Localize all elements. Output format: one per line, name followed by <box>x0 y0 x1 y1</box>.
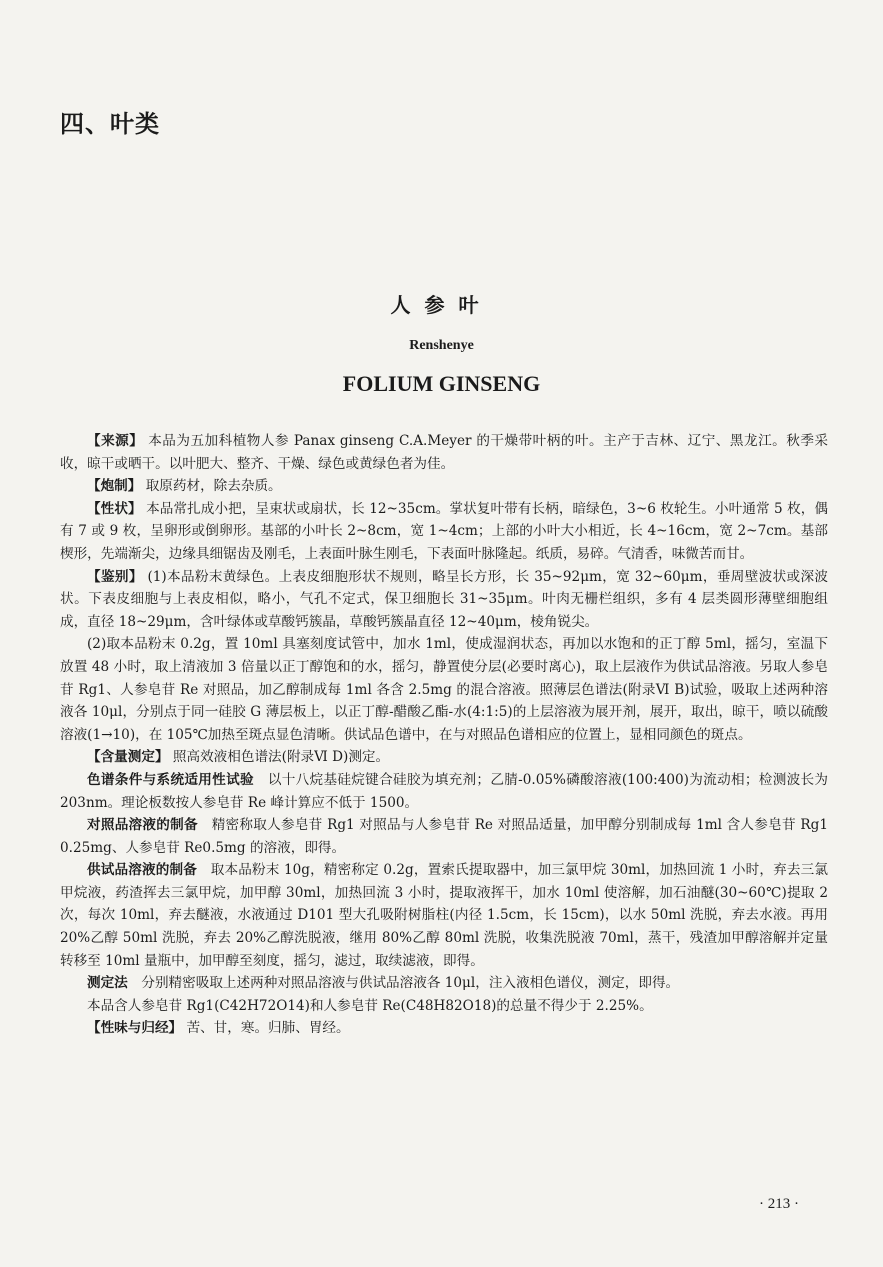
heading-nature-meridian: 【性味与归经】 <box>87 1020 183 1037</box>
heading-source: 【来源】 <box>87 433 144 449</box>
heading-processing: 【炮制】 <box>87 478 142 495</box>
text-chromatography: 以十八烷基硅烷键合硅胶为填充剂；乙腈-0.05%磷酸溶液(100:400)为流动相；检测波长为 203nm。理论板数按人参皂苷 Re 峰计算应不低于 1500。 <box>60 771 829 811</box>
text-assay: 照高效液相色谱法(附录Ⅵ D)测定。 <box>172 749 390 766</box>
text-source: 本品为五加科植物人参 Panax ginseng C.A.Meyer 的干燥带叶柄的叶。主产于吉林、辽宁、黑龙江。秋季采收，晾干或晒干。以叶肥大、整齐、干燥、绿色或黄绿色者为佳。 <box>60 433 829 472</box>
page-number: · 213 · <box>759 1196 799 1212</box>
paragraph-processing <box>60 475 828 498</box>
paragraph-reference-solution <box>60 814 828 859</box>
text-procedure: 分别精密吸取上述两种对照品溶液与供试品溶液各 10μl，注入液相色谱仪，测定，即得。 <box>141 975 680 992</box>
text-test-solution: 取本品粉末 10g，精密称定 0.2g，置索氏提取器中，加三氯甲烷 30ml，加热回流 1 小时，弃去三氯甲烷液，药渣挥去三氯甲烷，加甲醇 30ml，加热回流 3 小时，提取液挥干，加水 10ml 使溶解，加石油醚(30~60℃)提取 2 次，每次 10ml，弃去醚液，水液通过 D101 型大孔吸附树脂柱(内径 1.5cm，长 15cm)，以水 50ml 洗脱，弃去水液。再用 20%乙醇 50ml 洗脱，弃去 20%乙醇洗脱液，继用 80%乙醇 80ml 洗脱，收集洗脱液 70ml，蒸干，残渣加甲醇溶解并定量转移至 10ml 量瓶中，加甲醇至刻度，摇匀，滤过，取续滤液，即得。 <box>60 862 829 969</box>
heading-assay: 【含量测定】 <box>87 749 169 766</box>
paragraph-procedure <box>60 972 828 995</box>
heading-test-solution: 供试品溶液的制备 <box>87 862 198 879</box>
paragraph-test-solution <box>60 859 828 972</box>
herb-title: 人参叶 <box>390 293 493 317</box>
paragraph-identification-1 <box>60 566 828 634</box>
heading-chromatography: 色谱条件与系统适用性试验 <box>87 771 254 788</box>
text-reference-solution: 精密称取人参皂苷 Rg1 对照品与人参皂苷 Re 对照品适量，加甲醇分别制成每 1ml 含人参皂苷 Rg1 0.25mg、人参皂苷 Re0.5mg 的溶液，即得。 <box>60 817 829 856</box>
paragraph-description <box>60 498 828 566</box>
paragraph-chromatography <box>60 769 828 814</box>
heading-identification: 【鉴别】 <box>87 568 143 585</box>
text-identification-1: (1)本品粉末黄绿色。上表皮细胞形状不规则，略呈长方形，长 35~92μm，宽 32~60μm，垂周壁波状或深波状。下表皮细胞与上表皮相似，略小，气孔不定式，保卫细胞长 31~35μm。叶肉无栅栏组织，多有 4 层类圆形薄壁细胞组成，直径 18~29μm，含叶绿体或草酸钙簇晶，草酸钙簇晶直径 12~40μm，棱角锐尖。 <box>60 568 828 630</box>
herb-pinyin: Renshenye <box>409 338 474 353</box>
text-description: 本品常扎成小把，呈束状或扇状，长 12~35cm。掌状复叶带有长柄，暗绿色，3~6 枚轮生。小叶通常 5 枚，偶有 7 或 9 枚，呈卵形或倒卵形。基部的小叶长 2~8cm，宽 1~4cm；上部的小叶大小相近，长 4~16cm，宽 2~7cm。基部楔形，先端渐尖，边缘具细锯齿及刚毛，上表面叶脉生刚毛，下表面叶脉隆起。纸质，易碎。气清香，味微苦而甘。 <box>60 500 829 562</box>
text-identification-2: (2)取本品粉末 0.2g，置 10ml 具塞刻度试管中，加水 1ml，使成湿润状态，再加以水饱和的正丁醇 5ml，摇匀，室温下放置 48 小时，取上清液加 3 倍量以正丁醇饱和的水，摇匀，静置使分层(必要时离心)，取上层液作为供试品溶液。另取人参皂苷 Rg1、人参皂苷 Re 对照品，加乙醇制成每 1ml 各含 2.5mg 的混合溶液。照薄层色谱法(附录Ⅵ B)试验，吸取上述两种溶液各 10μl，分别点于同一硅胶 G 薄层板上，以正丁醇-醋酸乙酯-水(4:1:5)的上层溶液为展开剂，展开，取出，晾干，喷以硫酸溶液(1→10)，在 105℃加热至斑点显色清晰。供试品色谱中，在与对照品色谱相应的位置上，显相同颜色的斑点。 <box>60 636 828 743</box>
paragraph-nature-meridian <box>60 1017 828 1040</box>
paragraph-identification-2 <box>60 633 828 746</box>
monograph-body <box>60 430 828 1040</box>
herb-latin-name: FOLIUM GINSENG <box>342 371 541 396</box>
text-nature-meridian: 苦、甘，寒。归肺、胃经。 <box>186 1020 350 1037</box>
heading-description: 【性状】 <box>87 500 142 517</box>
heading-procedure: 测定法 <box>87 975 128 992</box>
heading-reference-solution: 对照品溶液的制备 <box>87 817 198 834</box>
paragraph-content-limit <box>60 995 828 1018</box>
section-title: 四、叶类 <box>60 110 160 138</box>
paragraph-source <box>60 430 828 475</box>
paragraph-assay <box>60 746 828 769</box>
text-content-limit: 本品含人参皂苷 Rg1(C42H72O14)和人参皂苷 Re(C48H82O18)的总量不得少于 2.25%。 <box>87 997 653 1014</box>
text-processing: 取原药材，除去杂质。 <box>145 478 282 495</box>
